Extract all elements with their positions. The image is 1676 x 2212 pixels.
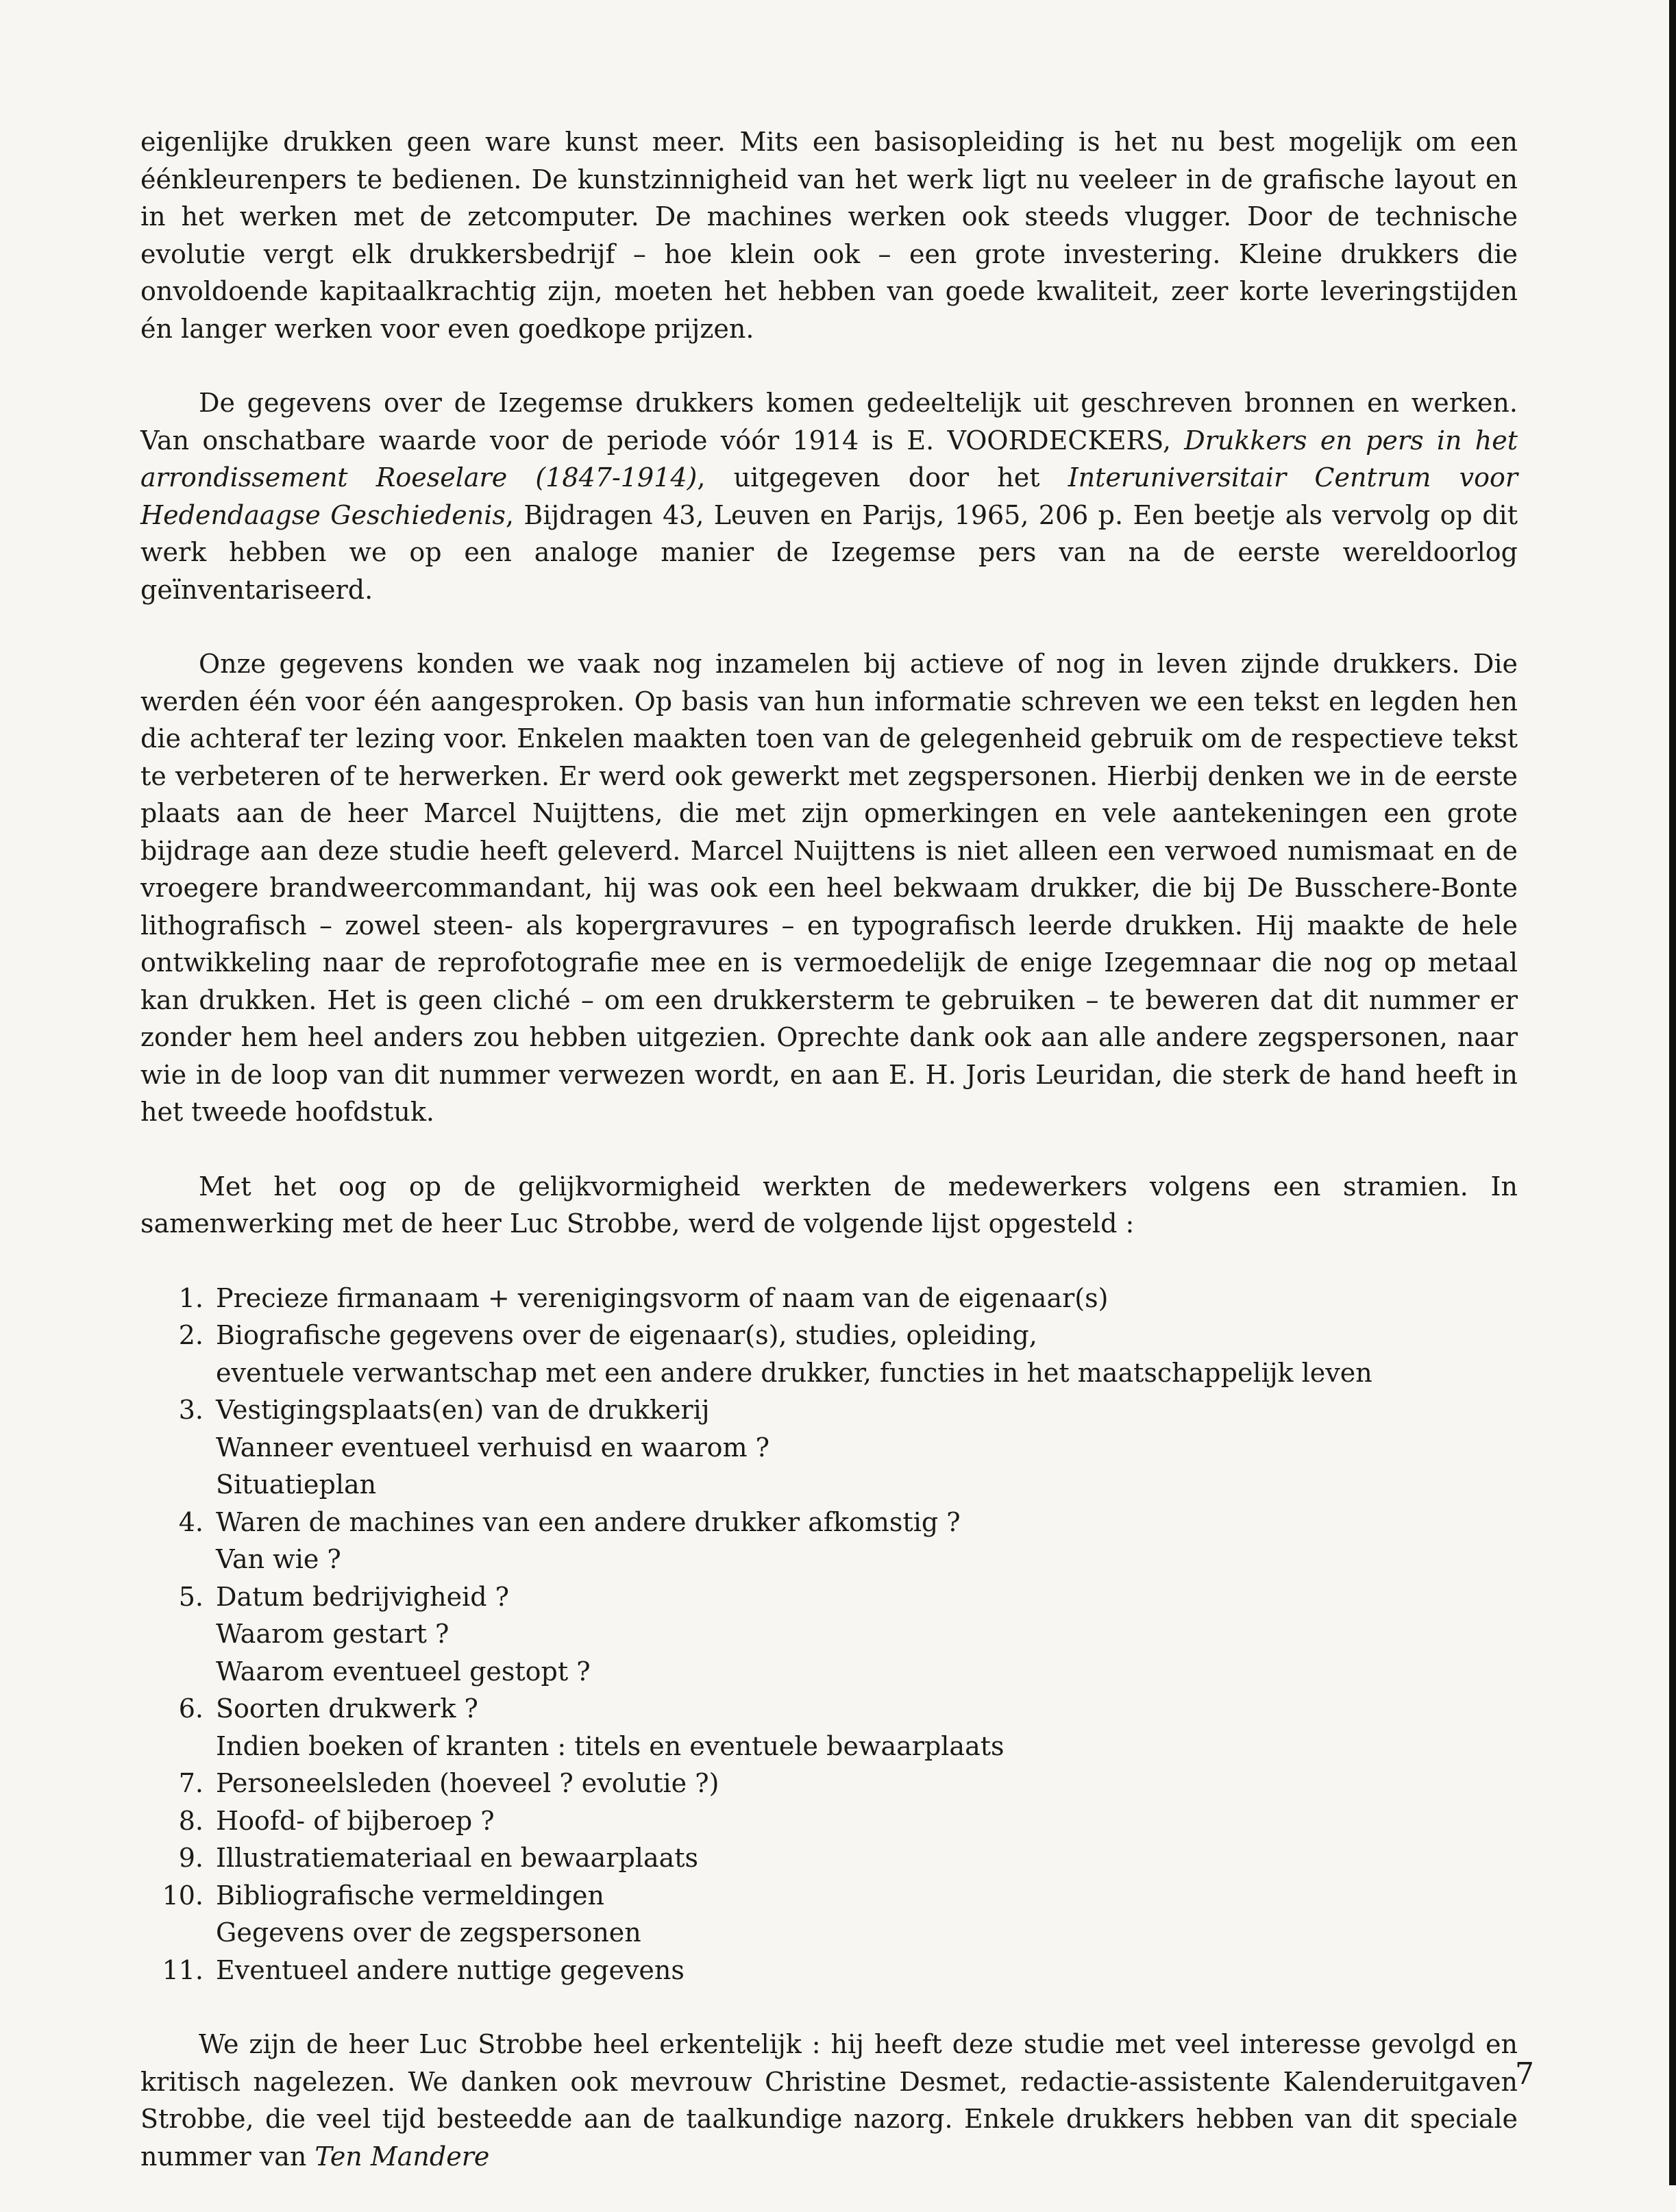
- sources-text-b: , uitgegeven door het: [697, 462, 1068, 493]
- list-item: [140, 1391, 1518, 1504]
- questionnaire-list: [140, 1280, 1518, 1989]
- sources-text-a: De gegevens over de Izegemse drukkers komen gedeeltelijk uit geschreven bronnen en werken. Van onschatbare waarde voor de periode vóór 1914 is E. VOORDECKERS,: [140, 388, 1518, 456]
- paragraph-informants: Onze gegevens konden we vaak nog inzamelen bij actieve of nog in leven zijnde drukkers. Die werden één voor één aangesproken. Op basis van hun informatie schreven we een tekst en legden hen die achteraf ter lezing voor. Enkelen maakten toen van de gelegenheid gebruik om de respectieve tekst te verbeteren of te herwerken. Er werd ook gewerkt met zegspersonen. Hierbij denken we in de eerste plaats aan de heer Marcel Nuijttens, die met zijn opmerkingen en vele aantekeningen een grote bijdrage aan deze studie heeft geleverd. Marcel Nuijttens is niet alleen een verwoed numismaat en de vroegere brandweercommandant, hij was ook een heel bekwaam drukker, die bij De Busschere-Bonte lithografisch – zowel steen- als kopergravures – en typografisch leerde drukken. Hij maakte de hele ontwikkeling naar de reprofotografie mee en is vermoedelijk de enige Izegemnaar die nog op metaal kan drukken. Het is geen cliché – om een drukkersterm te gebruiken – te beweren dat dit nummer er zonder hem heel anders zou hebben uitgezien. Oprechte dank ook aan alle andere zegspersonen, naar wie in de loop van dit nummer verwezen wordt, en aan E. H. Joris Leuridan, die sterk de hand heeft in het tweede hoofdstuk.: [140, 649, 1518, 1127]
- list-item: [140, 1578, 1518, 1691]
- list-item-number: 11.: [162, 1954, 204, 1985]
- list-item: [140, 1690, 1518, 1765]
- thanks-text: We zijn de heer Luc Strobbe heel erkentelijk : hij heeft deze studie met veel interesse gevolgd en kritisch nagelezen. We danken ook mevrouw Christine Desmet, redactie-assistente Kalenderuitgaven Strobbe, die veel tijd besteedde aan de taalkundige nazorg. Enkele drukkers hebben van dit speciale nummer van: [140, 2029, 1518, 2172]
- page-edge: [1669, 0, 1676, 2185]
- list-item: [140, 1280, 1518, 1317]
- list-item: [140, 1504, 1518, 1578]
- list-item: [140, 1839, 1518, 1877]
- list-item-number: 4.: [178, 1506, 204, 1537]
- list-item-line: Indien boeken of kranten : titels en eventuele bewaarplaats: [216, 1730, 1005, 1761]
- paragraph-intro: eigenlijke drukken geen ware kunst meer. Mits een basisopleiding is het nu best mogelijk om een éénkleurenpers te bedienen. De kunstzinnigheid van het werk ligt nu veeleer in de grafische layout en in het werken met de zetcomputer. De machines werken ook steeds vlugger. Door de technische evolutie vergt elk drukkersbedrijf – hoe klein ook – een grote investering. Kleine drukkers die onvoldoende kapitaalkrachtig zijn, moeten het hebben van goede kwaliteit, zeer korte leveringstijden én langer werken voor even goedkope prijzen.: [140, 127, 1518, 344]
- magazine-title: Ten Mandere: [315, 2141, 490, 2172]
- list-item: [140, 1765, 1518, 1802]
- list-item: [140, 1952, 1518, 1989]
- list-item-line: Datum bedrijvigheid ?: [216, 1581, 510, 1612]
- list-item-number: 3.: [178, 1395, 204, 1425]
- list-item-line: Van wie ?: [216, 1544, 341, 1574]
- book-title-drukkers: Drukkers en pers in het arrondissement Roeselare (1847-1914): [140, 425, 1518, 493]
- list-item-line: Personeelsleden (hoeveel ? evolutie ?): [216, 1768, 719, 1798]
- list-item-number: 1.: [178, 1282, 204, 1313]
- paragraph-stramien: Met het oog op de gelijkvormigheid werkten de medewerkers volgens een stramien. In samenwerking met de heer Luc Strobbe, werd de volgende lijst opgesteld :: [140, 1171, 1518, 1239]
- list-item-line: Eventueel andere nuttige gegevens: [216, 1954, 685, 1985]
- list-item-line: Vestigingsplaats(en) van de drukkerij: [216, 1395, 710, 1425]
- list-item-line: Bibliografische vermeldingen: [216, 1880, 604, 1911]
- sources-text-c: , Bijdragen 43, Leuven en Parijs, 1965, 206 p. Een beetje als vervolg op dit werk hebben we op een analoge manier de Izegemse pers van na de eerste wereldoorlog geïnventariseerd.: [140, 499, 1518, 605]
- list-item-number: 5.: [178, 1581, 204, 1612]
- list-item-line: Precieze firmanaam + verenigingsvorm of naam van de eigenaar(s): [216, 1282, 1109, 1313]
- institute-title: Interuniversitair Centrum voor Hedendaagse Geschiedenis: [140, 462, 1518, 530]
- list-item: [140, 1877, 1518, 1952]
- list-item-line: Illustratiemateriaal en bewaarplaats: [216, 1843, 699, 1873]
- page-number: 7: [1515, 2056, 1534, 2091]
- list-item-line: eventuele verwantschap met een andere drukker, functies in het maatschappelijk leven: [216, 1357, 1372, 1388]
- list-item-line: Waren de machines van een andere drukker afkomstig ?: [216, 1506, 961, 1537]
- list-item-number: 10.: [162, 1880, 204, 1911]
- list-item-line: Wanneer eventueel verhuisd en waarom ?: [216, 1432, 769, 1463]
- list-item-line: Waarom gestart ?: [216, 1619, 449, 1649]
- paragraph-thanks: [140, 2026, 1518, 2175]
- list-item: [140, 1802, 1518, 1840]
- list-item-line: Gegevens over de zegspersonen: [216, 1917, 641, 1948]
- list-item-line: Soorten drukwerk ?: [216, 1693, 478, 1724]
- list-item-number: 8.: [178, 1805, 204, 1836]
- list-item-line: Biografische gegevens over de eigenaar(s), studies, opleiding,: [216, 1320, 1037, 1350]
- list-item-number: 2.: [178, 1320, 204, 1350]
- list-item-number: 6.: [178, 1693, 204, 1724]
- list-item-number: 7.: [178, 1768, 204, 1798]
- list-item-line: Situatieplan: [216, 1469, 377, 1500]
- paragraph-sources: [140, 384, 1518, 608]
- list-item-line: Hoofd- of bijberoep ?: [216, 1805, 495, 1836]
- page-body: [140, 123, 1518, 2212]
- list-item-line: Waarom eventueel gestopt ?: [216, 1656, 591, 1687]
- list-item: [140, 1317, 1518, 1391]
- list-item-number: 9.: [178, 1843, 204, 1873]
